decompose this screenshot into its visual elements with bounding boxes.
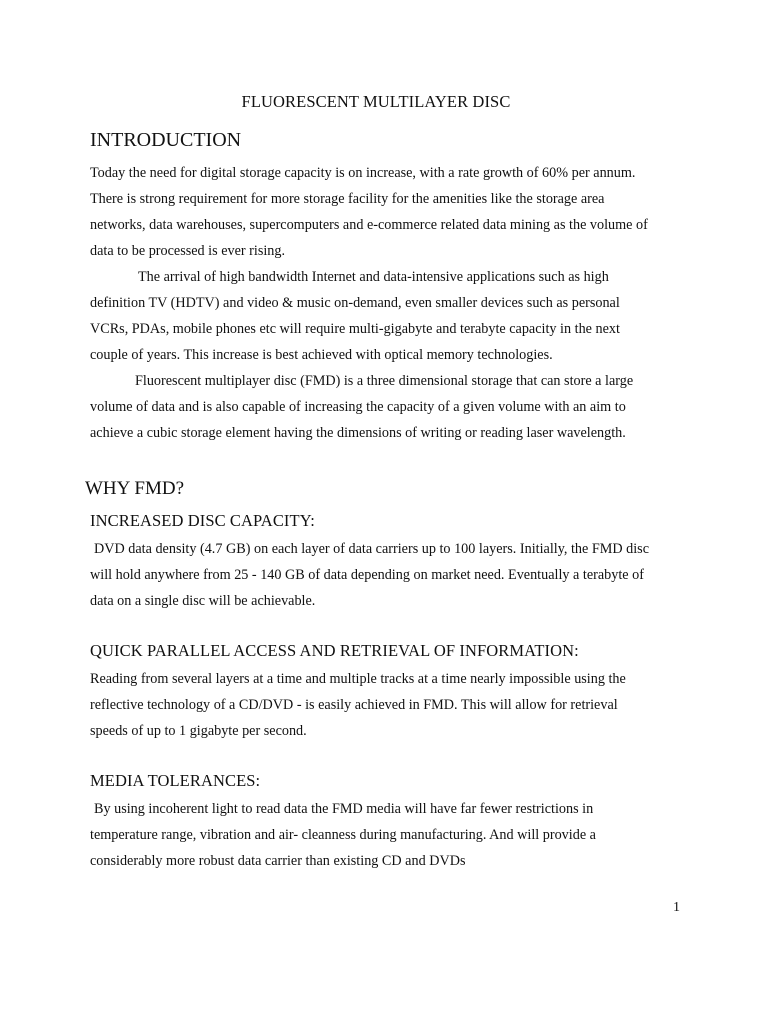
access-heading: QUICK PARALLEL ACCESS AND RETRIEVAL OF INFORMATION: [90,641,579,660]
paragraph-line: speeds of up to 1 gigabyte per second. [90,723,307,739]
paragraph-line: couple of years. This increase is best achieved with optical memory technologies. [90,347,553,363]
paragraph-line: Fluorescent multiplayer disc (FMD) is a three dimensional storage that can store a large [135,373,634,389]
paragraph-line: definition TV (HDTV) and video & music on-demand, even smaller devices such as personal [90,295,620,311]
paragraph-line: VCRs, PDAs, mobile phones etc will require multi-gigabyte and terabyte capacity in the next [90,321,620,337]
paragraph-line: achieve a cubic storage element having the dimensions of writing or reading laser wavelength. [90,425,626,441]
paragraph-line: Reading from several layers at a time and multiple tracks at a time nearly impossible using the [90,671,626,687]
paragraph-line: By using incoherent light to read data the FMD media will have far fewer restrictions in [94,801,594,817]
paragraph-line: volume of data and is also capable of increasing the capacity of a given volume with an aim to [90,399,626,415]
paragraph-line: Today the need for digital storage capacity is on increase, with a rate growth of 60% per annum. [90,165,636,181]
page-number: 1 [673,900,680,915]
why-fmd-heading: WHY FMD? [85,478,185,499]
paragraph-line: data to be processed is ever rising. [90,243,286,259]
paragraph-line: temperature range, vibration and air- cleanness during manufacturing. And will provide a [90,827,596,843]
tolerances-heading: MEDIA TOLERANCES: [90,771,261,790]
paragraph-line: considerably more robust data carrier than existing CD and DVDs [90,853,466,869]
document-title: FLUORESCENT MULTILAYER DISC [241,92,511,111]
paragraph-line: There is strong requirement for more storage facility for the amenities like the storage area [90,191,605,207]
introduction-heading: INTRODUCTION [90,129,242,151]
paragraph-line: reflective technology of a CD/DVD - is easily achieved in FMD. This will allow for retrieval [90,697,618,713]
paragraph-line: data on a single disc will be achievable. [90,593,316,609]
paragraph-line: will hold anywhere from 25 - 140 GB of data depending on market need. Eventually a terabyte of [90,567,644,583]
paragraph-line: The arrival of high bandwidth Internet and data-intensive applications such as high [138,269,609,285]
paragraph-line: DVD data density (4.7 GB) on each layer of data carriers up to 100 layers. Initially, the FMD disc [94,541,649,557]
capacity-heading: INCREASED DISC CAPACITY: [90,511,315,530]
paragraph-line: networks, data warehouses, supercomputers and e-commerce related data mining as the volume of [90,217,648,233]
